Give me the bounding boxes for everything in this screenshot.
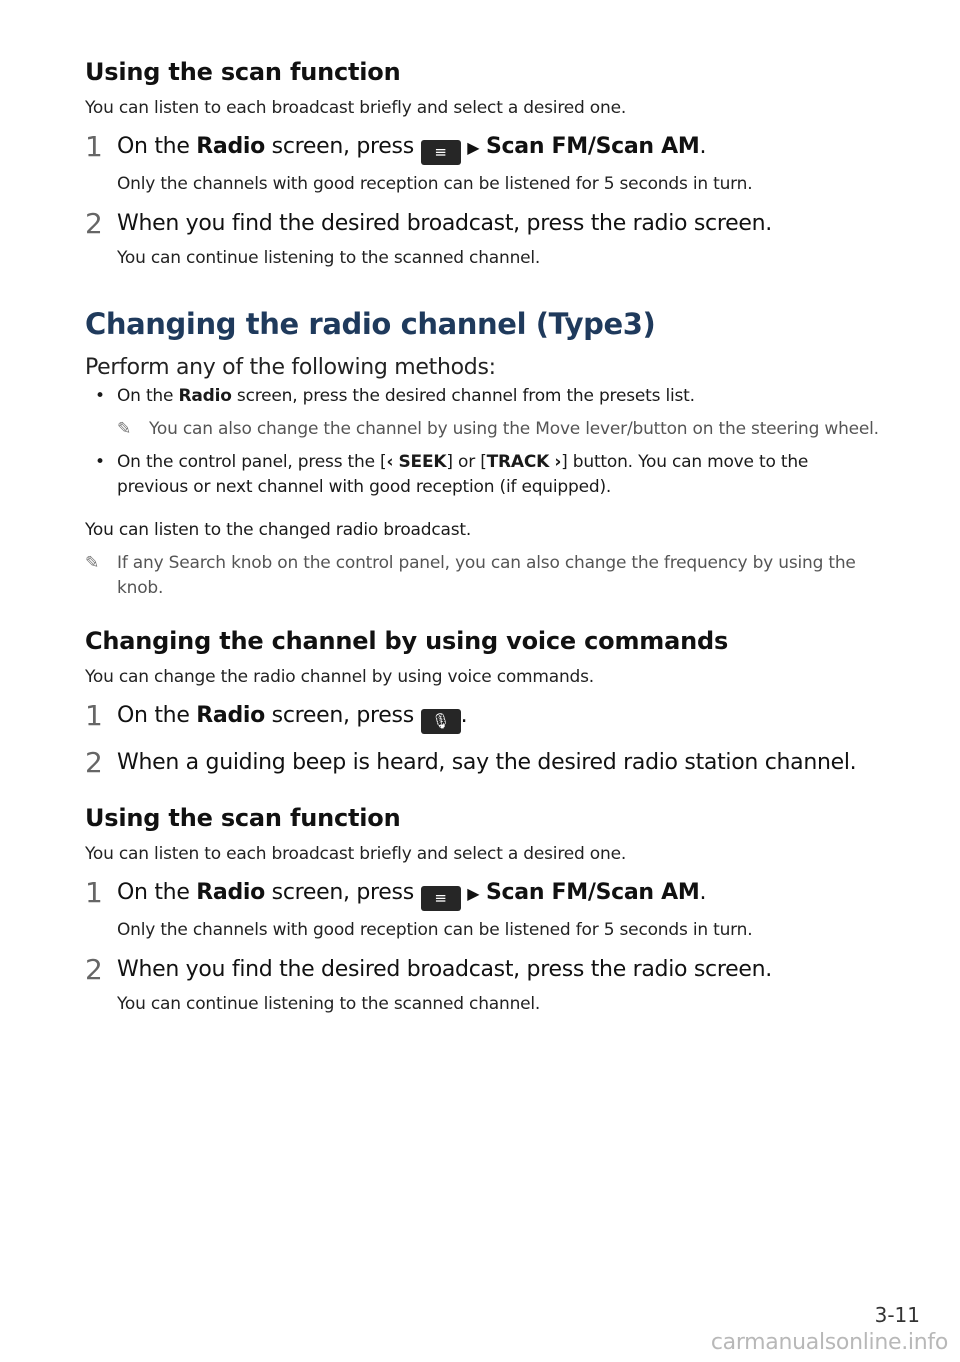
step-2 bbox=[85, 209, 880, 281]
step-text: On the Radio screen, press 🎙 . bbox=[117, 701, 880, 734]
step-number: 2 bbox=[85, 207, 103, 240]
section-intro: You can change the radio channel by using voice commands. bbox=[85, 667, 595, 687]
section-intro: You can listen to each broadcast briefly and select a desired one. bbox=[85, 98, 627, 118]
page-number: 3-11 bbox=[874, 1303, 920, 1327]
menu-icon: ≡ bbox=[421, 140, 461, 165]
step-2 bbox=[85, 955, 880, 1027]
list-item: • On the Radio screen, press the desired channel from the presets list. ✎ You can also change the channel by using the Move lever/button on the steering wheel. bbox=[85, 384, 880, 442]
step-text: When a guiding beep is heard, say the desired radio station channel. bbox=[117, 750, 857, 775]
step-text: On the Radio screen, press ≡ ▶ Scan FM/Scan AM. bbox=[117, 132, 880, 165]
pencil-note-icon: ✎ bbox=[85, 553, 100, 573]
step-1 bbox=[85, 878, 880, 953]
step-text: When you find the desired broadcast, press the radio screen. bbox=[117, 211, 772, 236]
step-text: When you find the desired broadcast, press the radio screen. bbox=[117, 957, 772, 982]
manual-page bbox=[85, 58, 880, 1027]
step-2 bbox=[85, 748, 880, 778]
section-title-voice: Changing the channel by using voice commands bbox=[85, 627, 729, 655]
result-text: You can listen to the changed radio broadcast. bbox=[85, 520, 472, 540]
section-title-scan: Using the scan function bbox=[85, 58, 401, 86]
step-subtext: Only the channels with good reception can be listened for 5 seconds in turn. bbox=[117, 920, 753, 940]
chevron-right-icon: › bbox=[554, 452, 562, 472]
arrow-icon: ▶ bbox=[467, 884, 480, 903]
pencil-note-icon: ✎ bbox=[117, 419, 132, 439]
bullet-icon: • bbox=[95, 452, 105, 472]
microphone-icon: 🎙 bbox=[421, 709, 461, 734]
note: ✎ You can also change the channel by using the Move lever/button on the steering wheel. bbox=[117, 417, 880, 442]
lead-text: Perform any of the following methods: bbox=[85, 355, 496, 380]
step-1 bbox=[85, 132, 880, 207]
step-1 bbox=[85, 701, 880, 734]
step-number: 1 bbox=[85, 130, 103, 163]
step-number: 1 bbox=[85, 699, 103, 732]
methods-list bbox=[85, 384, 880, 500]
section-intro: You can listen to each broadcast briefly and select a desired one. bbox=[85, 844, 627, 864]
step-subtext: You can continue listening to the scanned channel. bbox=[117, 994, 541, 1014]
watermark: carmanualsonline.info bbox=[710, 1330, 948, 1355]
step-number: 2 bbox=[85, 953, 103, 986]
step-number: 1 bbox=[85, 876, 103, 909]
chevron-left-icon: ‹ bbox=[386, 452, 394, 472]
step-text: On the Radio screen, press ≡ ▶ Scan FM/Scan AM. bbox=[117, 878, 880, 911]
arrow-icon: ▶ bbox=[467, 138, 480, 157]
step-subtext: Only the channels with good reception can be listened for 5 seconds in turn. bbox=[117, 174, 753, 194]
list-item: • On the control panel, press the [‹ SEEK] or [TRACK ›] button. You can move to the previous or next channel with good reception (if equipped). bbox=[95, 452, 809, 497]
section-title-scan: Using the scan function bbox=[85, 804, 401, 832]
bullet-icon: • bbox=[95, 386, 105, 406]
chapter-heading: Changing the radio channel (Type3) bbox=[85, 307, 656, 341]
step-subtext: You can continue listening to the scanned channel. bbox=[117, 248, 541, 268]
menu-icon: ≡ bbox=[421, 886, 461, 911]
note: ✎ If any Search knob on the control panel, you can also change the frequency by using the knob. bbox=[85, 553, 856, 598]
step-number: 2 bbox=[85, 746, 103, 779]
